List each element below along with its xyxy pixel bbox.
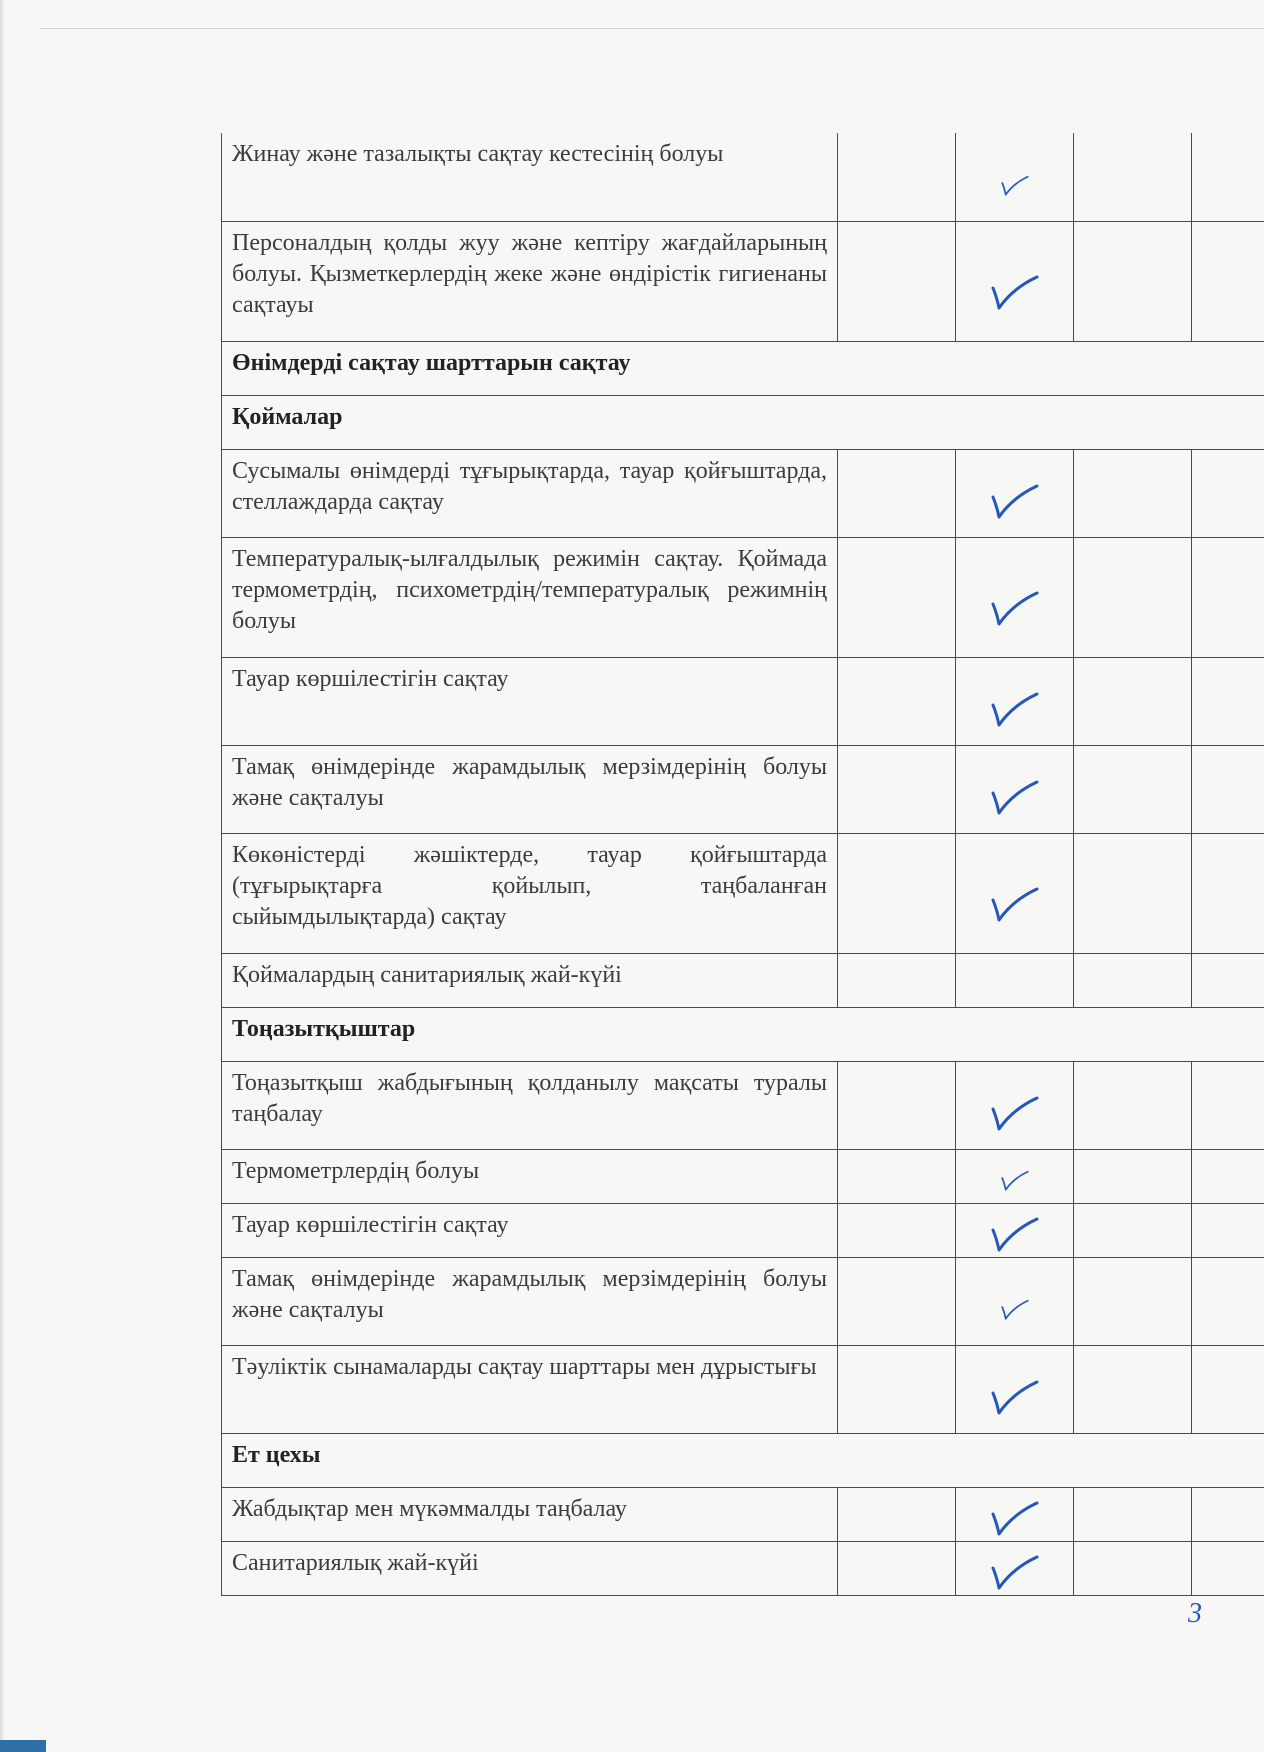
response-cell-1 [838,833,956,953]
response-cell-4 [1192,833,1264,953]
response-cell-1 [838,745,956,833]
response-cell-2 [956,221,1074,341]
top-rule [40,28,1264,29]
response-cell-4 [1192,221,1264,341]
response-cell-1 [838,221,956,341]
response-cell-4 [1192,1203,1264,1257]
response-cell-1 [838,133,956,221]
requirement-text: Тәуліктік сынамаларды сақтау шарттары мен дұрыстығы [222,1345,838,1433]
handwritten-checkmark-icon [989,1216,1041,1254]
response-cell-1 [838,953,956,1007]
requirement-text: Санитариялық жай-күйі [222,1541,838,1595]
checklist-row [222,1541,1264,1595]
page-number: 3 [1188,1598,1202,1629]
response-cell-2 [956,953,1074,1007]
handwritten-checkmark-icon [989,274,1041,312]
handwritten-checkmark-icon [989,1379,1041,1417]
requirement-text: Көкөністерді жәшіктерде, тауар қойғыштарда (тұғырықтарға қойылып, таңбаланған сыйымдылықтарда) сақтау [222,833,838,953]
checklist-row [222,1149,1264,1203]
response-cell-3 [1074,133,1192,221]
response-cell-3 [1074,657,1192,745]
checklist-row [222,1061,1264,1149]
response-cell-2 [956,449,1074,537]
handwritten-checkmark-icon [989,691,1041,729]
section-row [222,1007,1264,1061]
requirement-text: Тоңазытқыш жабдығының қолданылу мақсаты туралы таңбалау [222,1061,838,1149]
response-cell-4 [1192,1345,1264,1433]
response-cell-3 [1074,745,1192,833]
section-row [222,341,1264,395]
response-cell-2 [956,537,1074,657]
handwritten-checkmark-icon [989,886,1041,924]
response-cell-1 [838,1345,956,1433]
response-cell-4 [1192,745,1264,833]
section-row [222,1433,1264,1487]
response-cell-4 [1192,1257,1264,1345]
response-cell-4 [1192,133,1264,221]
response-cell-2 [956,1203,1074,1257]
section-heading: Қоймалар [222,395,1264,449]
response-cell-2 [956,1257,1074,1345]
response-cell-3 [1074,1149,1192,1203]
response-cell-2 [956,1345,1074,1433]
response-cell-3 [1074,1203,1192,1257]
response-cell-2 [956,1541,1074,1595]
response-cell-1 [838,1257,956,1345]
response-cell-2 [956,133,1074,221]
section-heading: Тоңазытқыштар [222,1007,1264,1061]
response-cell-2 [956,1487,1074,1541]
response-cell-3 [1074,1487,1192,1541]
checklist-row [222,537,1264,657]
response-cell-4 [1192,953,1264,1007]
checklist-row [222,1257,1264,1345]
response-cell-3 [1074,1061,1192,1149]
requirement-text: Жинау және тазалықты сақтау кестесінің болуы [222,133,838,221]
response-cell-3 [1074,1541,1192,1595]
response-cell-3 [1074,1257,1192,1345]
section-heading: Өнімдерді сақтау шарттарын сақтау [222,341,1264,395]
scan-corner-mark [0,1740,46,1752]
response-cell-1 [838,1149,956,1203]
response-cell-3 [1074,1345,1192,1433]
response-cell-2 [956,1149,1074,1203]
response-cell-1 [838,657,956,745]
scan-edge [0,0,5,1752]
requirement-text: Тауар көршілестігін сақтау [222,657,838,745]
checklist-row [222,657,1264,745]
handwritten-checkmark-icon [998,1170,1032,1192]
response-cell-2 [956,833,1074,953]
requirement-text: Жабдықтар мен мүкәммалды таңбалау [222,1487,838,1541]
checklist-row [222,449,1264,537]
response-cell-1 [838,449,956,537]
handwritten-checkmark-icon [989,1554,1041,1592]
response-cell-4 [1192,1541,1264,1595]
response-cell-3 [1074,537,1192,657]
handwritten-checkmark-icon [989,483,1041,521]
response-cell-4 [1192,537,1264,657]
handwritten-checkmark-icon [998,175,1032,197]
response-cell-3 [1074,221,1192,341]
response-cell-3 [1074,953,1192,1007]
requirement-text: Тамақ өнімдерінде жарамдылық мерзімдерінің болуы және сақталуы [222,1257,838,1345]
response-cell-1 [838,1203,956,1257]
checklist-row [222,833,1264,953]
handwritten-checkmark-icon [989,779,1041,817]
handwritten-checkmark-icon [989,1095,1041,1133]
requirement-text: Сусымалы өнімдерді тұғырықтарда, тауар қойғыштарда, стеллаждарда сақтау [222,449,838,537]
section-row [222,395,1264,449]
section-heading: Ет цехы [222,1433,1264,1487]
response-cell-2 [956,1061,1074,1149]
requirement-text: Термометрлердің болуы [222,1149,838,1203]
checklist-row [222,133,1264,221]
requirement-text: Температуралық-ылғалдылық режимін сақтау. Қоймада термометрдің, психометрдің/температуралық режимнің болуы [222,537,838,657]
response-cell-4 [1192,1149,1264,1203]
response-cell-2 [956,657,1074,745]
requirement-text: Қоймалардың санитариялық жай-күйі [222,953,838,1007]
checklist-row [222,221,1264,341]
response-cell-4 [1192,1061,1264,1149]
requirement-text: Тауар көршілестігін сақтау [222,1203,838,1257]
response-cell-2 [956,745,1074,833]
response-cell-1 [838,1061,956,1149]
handwritten-checkmark-icon [989,590,1041,628]
response-cell-1 [838,537,956,657]
checklist-row [222,1345,1264,1433]
handwritten-checkmark-icon [998,1299,1032,1321]
checklist-row [222,745,1264,833]
response-cell-1 [838,1487,956,1541]
response-cell-4 [1192,449,1264,537]
response-cell-3 [1074,449,1192,537]
response-cell-1 [838,1541,956,1595]
requirement-text: Персоналдың қолды жуу және кептіру жағдайларының болуы. Қызметкерлердің жеке және өндірістік гигиенаны сақтауы [222,221,838,341]
response-cell-3 [1074,833,1192,953]
checklist-row [222,1487,1264,1541]
requirement-text: Тамақ өнімдерінде жарамдылық мерзімдерінің болуы және сақталуы [222,745,838,833]
checklist-row [222,1203,1264,1257]
response-cell-4 [1192,1487,1264,1541]
inspection-checklist-table [221,133,1264,1596]
handwritten-checkmark-icon [989,1500,1041,1538]
response-cell-4 [1192,657,1264,745]
checklist-row [222,953,1264,1007]
